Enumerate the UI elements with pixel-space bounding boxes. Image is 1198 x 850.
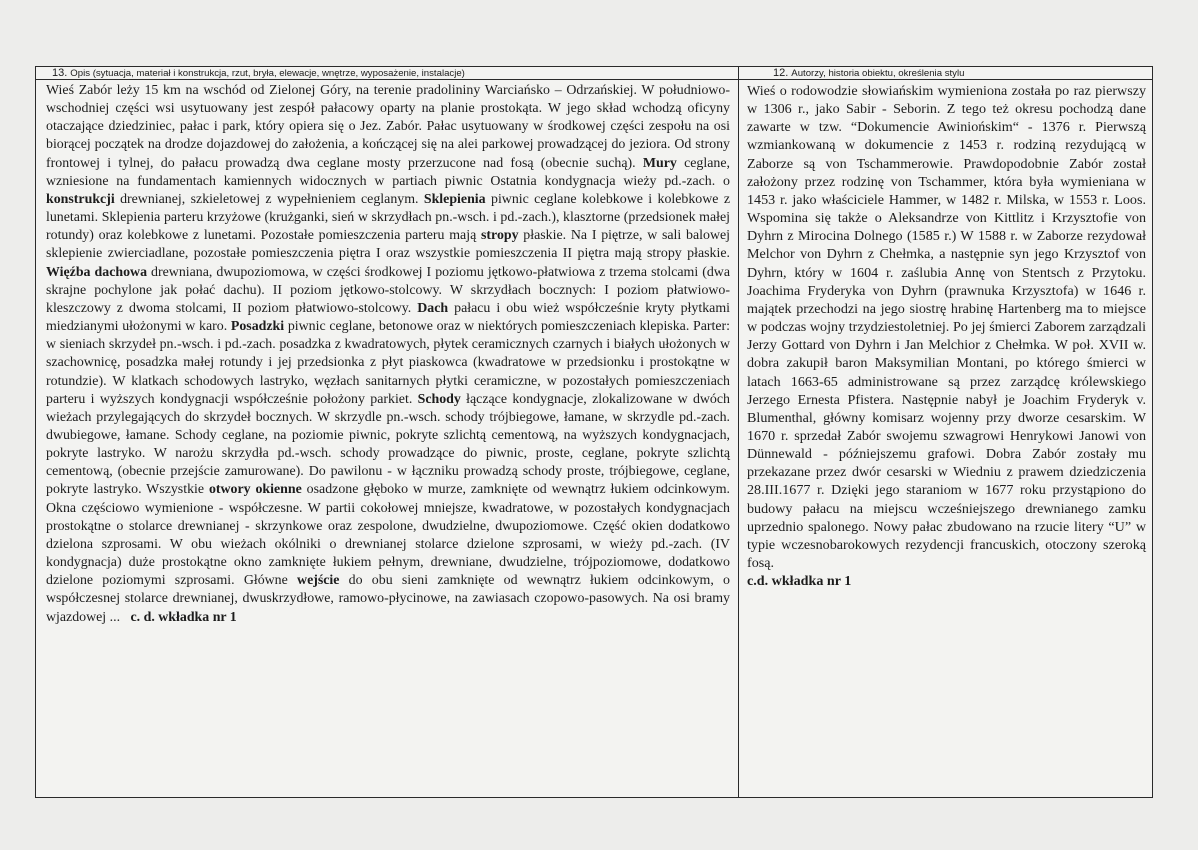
keyword-dach: Dach [417,300,449,316]
history-header [739,67,1152,80]
description-header [36,67,738,80]
record-card [35,66,1153,798]
keyword-stropy: stropy [481,228,519,244]
section-number: 12. [773,67,789,79]
text-schody: łączące kondygnacje, zlokalizowane w dwóch wieżach przylegających do skrzydeł bocznych. W skrzydle pn.-wsch. schody trójbiegowe, łamane, w skrzydle pd.-zach. dwubiegowe, łamane. Schody ceglane, na poziomie piwnic, pokryte szlichtą cementową, na wyższych kondygnacjach, pokryte lastryko. W narożu skrzydła pd.-wsch. schody prowadzące do piwnic, proste, ceglane, pokryte szlichtą cementową, (obecnie przejście zamurowane). Do pawilonu - w łączniku prowadzą schody proste, trójbiegowe, ceglane, pokryte lastryko. Wszystkie [46,391,730,498]
history-text [739,80,1152,590]
keyword-wejscie: wejście [297,573,340,589]
keyword-schody: Schody [417,391,461,407]
section-number: 13. [52,67,68,79]
text-dach: pałacu i obu wież współcześnie kryty płytkami miedzianymi ułożonymi w karo. [46,300,730,335]
text-stropy: płaskie. Na I piętrze, w sali balowej sklepienie zwierciadlane, pozostałe pomieszczenia piętra I oraz wszystkie pomieszczenia II piętra mają stropy płaskie. [46,228,730,262]
description-section [36,67,739,797]
text-posadzki: piwnic ceglane, betonowe oraz w niektórych pomieszczeniach klepiska. Parter: w sieniach skrzydeł pn.-wsch. i pd.-zach. posadzka z kwadratowych, płytek ceramicznych czarnych i białych ułożonych w szachownicę, posadzka małej rotundy i jej przedsionka z płyt piaskowca (kwadratowe w przedsionku i prostokątne w rotundzie). W klatkach schodowych lastryko, węzłach sanitarnych płytki ceramiczne, w pozostałych pomieszczeniach parteru i wyższych kondygnacji współcześnie położony parkiet. [46,319,731,407]
keyword-mury: Mury [642,155,677,171]
keyword-otwory: otwory okienne [208,482,302,498]
text-sklepienia: piwnic ceglane kolebkowe i kolebkowe z lunetami. Sklepienia parteru krzyżowe (krużganki, sień w skrzydłach pn.-wsch. i pd.-zach.), klasztorne (przedsionek małej rotundy) oraz kolebkowe z lunetami. Pozostałe pomieszczenia parteru mają [46,191,730,244]
keyword-posadzki: Posadzki [230,319,285,335]
history-section [739,67,1152,797]
text-wiezba: drewniana, dwupoziomowa, w części środkowej I poziomu jętkowo-płatwiowa z trzema stolcami (dwa skrajne pochylone jak połać dachu). II poziom jętkowo-stolcowy. W skrzydłach bocznych: I poziom płatwiowo-kleszczowy z dwoma stolcami, II poziom płatwiowo-stolcowy. [46,264,730,316]
keyword-sklepienia: Sklepienia [423,191,486,207]
text-otwory: osadzone głęboko w murze, zamknięte od wewnątrz łukiem odcinkowym. Okna częściowo wymienione - współczesne. W partii cokołowej mniejsze, kwadratowe, w pozostałych kondygnacjach prostokątne o stolarce drewnianej - skrzynkowe oraz zespolone, dwudzielne, dwupoziomowe. Część okien dodatkowo dzielona szprosami. W obu wieżach okólniki o drewnianej stolarce dzielone szprosami, w wieży pd.-zach. (IV kondygnacja) duże prostokątne okno zamknięte łukiem pełnym, drewniane, dwudzielne, trójpoziomowe, dodatkowo dzielone poziomymi szprosami. Główne [46,482,730,589]
text-mury: ceglane, wzniesione na fundamentach kamiennych widocznych w partiach piwnic Ostatnia kondygnacja wieży pd.-zach. o [46,155,730,189]
text-wejscie: do obu sieni zamknięte od wewnątrz łukiem odcinkowym, o współczesnej stolarce drewnianej, dwuskrzydłowe, ramowo-płycinowe, na zawiasach czopowo-pasowych. Na osi bramy wjazdowej ... [46,573,730,625]
text-konstrukcji: drewnianej, szkieletowej z wypełnieniem ceglanym. [114,191,424,207]
keyword-konstrukcji: konstrukcji [46,191,115,207]
history-paragraph: Wieś o rodowodzie słowiańskim wymieniona została po raz pierwszy w 1306 r., jako Sabir - Seborin. Z tego też okresu pochodzą dane zawarte w tzw. “Dokumencie Awiniońskim“ - 1376 r. Pierwszą wzmiankowaną w dokumencie z 1453 r. rodziną rezydującą w Zaborze są von Tschammerowie. Prawdopodobnie Zabór został założony przez rodzinę von Tschammer, która była wymieniana w 1453 r. jako właściciele Hammer, w 1482 r. Milska, w 1553 r. Loos. Wspomina się także o Aleksandrze von Kittlitz i Krzysztofie von Dyhrn z Mirocina Dolnego (1585 r.) W 1588 r. w Zaborze rezydował Melchor von Dyhrn z Chełmka, a następnie syn jego Krzysztof von Dyhrn, który w 1604 r. zaślubia Annę von Stentsch z Przytoku. Joachima Fryderyka von Dyhrn (prawnuka Krzysztofa) w 1646 r. majątek przechodzi na jego siostrę hrabinę Hartenberg ma to miejsce w podczas wojny trzydziestoletniej. Po jej śmierci Zaborem zarządzali Jerzy Gottard von Dyhrn i Jan Melchior z Chełmka. W poł. XVII w. dobra zakupił baron Maksymilian Montani, po którego śmierci w latach 1663-65 administrowane są przez zarządcę królewskiego Jerzego Ernesta Pfistera. Następnie nabył je Joachim Fryderyk v. Blumenthal, główny komisarz wojenny przy dworze cesarskim. W 1670 r. sprzedał Zabór swojemu szwagrowi Henrykowi Janowi von Dünnewald - późniejszemu grafowi. Dobra Zabór zostały mu przekazane przez dwór cesarski w Wiedniu z prawem dziedziczenia 28.III.1677 r. Dzięki jego staraniom w 1677 roku przystąpiono do budowy pałacu na miejscu wcześniejszego drewnianego zamku uprzednio spalonego. Nowy pałac zbudowano na rzucie litery “U” w typie wczesnobarokowych rezydencji francuskich, otoczony szeroką fosą. [747,83,1146,572]
section-title: Opis (sytuacja, materiał i konstrukcja, rzut, bryła, elewacje, wnętrze, wyposażenie, instalacje) [70,68,465,79]
section-title: Autorzy, historia obiektu, określenia stylu [791,68,965,79]
continuation-note: c. d. wkładka nr 1 [130,609,237,625]
description-text [36,80,738,627]
paragraph-location: Wieś Zabór leży 15 km na wschód od Zielonej Góry, na terenie pradolininy Warciańsko – Odrzańskiej. W południowo-wschodniej części wsi usytuowany jest zespół pałacowy oparty na planie prostokąta. W jego skład wchodzą oficyny otaczające dziedziniec, pałac i park, który opiera się o Jez. Zabór. Pałac usytuowany w środkowej części zespołu na osi biorącej początek na drodze dojazdowej do założenia, a kończącej się na alei parkowej prowadzącej do jeziora. Od strony frontowej i tylnej, do pałacu prowadzą dwa ceglane mosty przerzucone nad fosą (obecnie suchą). [46,83,730,171]
keyword-wiezba: Więźba dachowa [46,264,148,280]
continuation-note: c.d. wkładka nr 1 [747,573,852,590]
